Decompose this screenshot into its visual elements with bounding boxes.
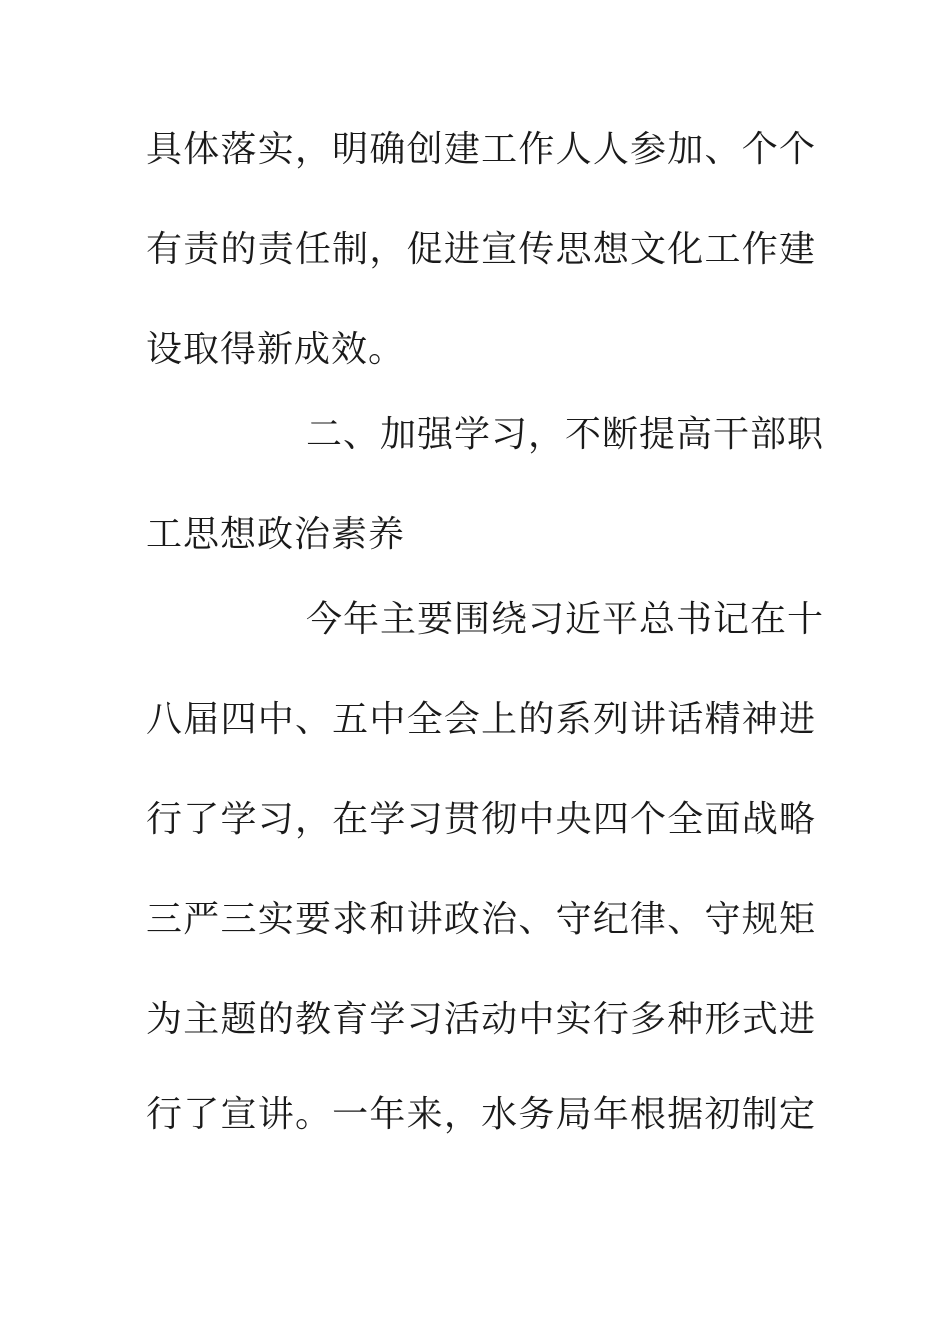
body-line-2: 有责的责任制，促进宣传思想文化工作建 [146,229,816,270]
body-line-7: 三严三实要求和讲政治、守纪律、守规矩 [146,899,816,940]
body-line-6: 行了学习，在学习贯彻中央四个全面战略 [146,799,816,840]
body-line-5: 八届四中、五中全会上的系列讲话精神进 [146,699,816,740]
body-line-4: 今年主要围绕习近平总书记在十 [306,599,825,640]
body-line-1: 具体落实，明确创建工作人人参加、个个 [146,129,816,170]
body-line-9: 行了宣讲。一年来，水务局年根据初制定 [146,1094,816,1135]
body-line-3: 设取得新成效。 [146,329,406,370]
section-heading-line-2: 工思想政治素养 [146,514,406,555]
section-heading-line-1: 二、加强学习，不断提高干部职 [306,414,825,455]
body-line-8: 为主题的教育学习活动中实行多种形式进 [146,999,816,1040]
